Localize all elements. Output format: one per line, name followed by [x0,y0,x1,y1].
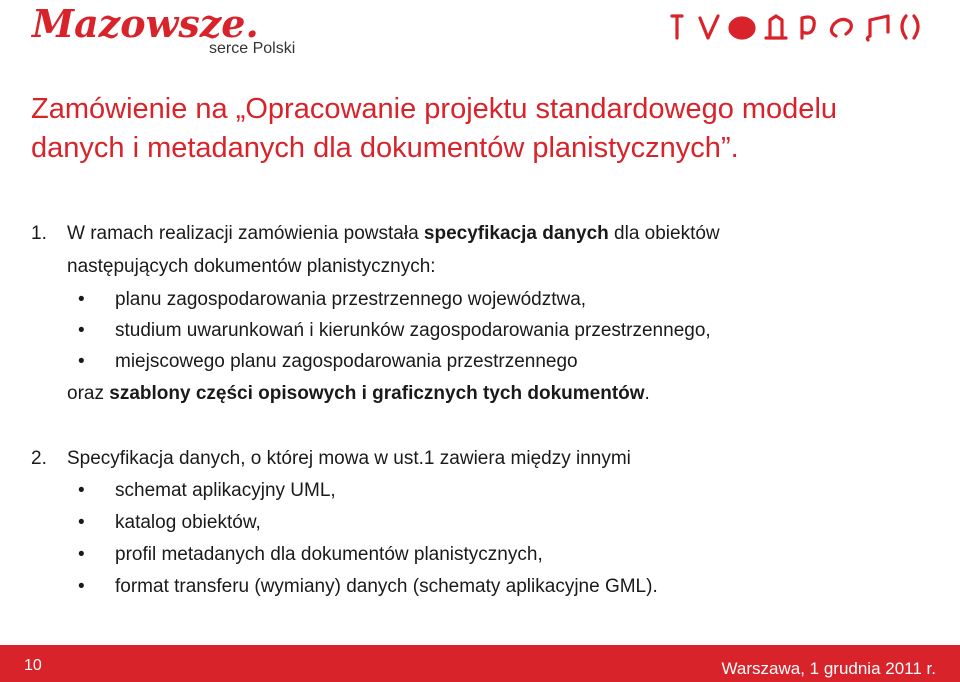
closing-bold-phrase: szablony części opisowych i graficznych tych dokumentów [109,383,645,404]
intro-bold-phrase: specyfikacja danych [423,223,609,244]
list-item-text: profil metadanych dla dokumentów planistycznych, [115,544,543,565]
closing-end: . [644,383,650,404]
bullet-icon: • [78,576,85,597]
bullet-icon: • [78,320,85,341]
footer-date: Warszawa, 1 grudnia 2011 r. [721,659,936,678]
bullet-icon: • [78,480,85,501]
bullet-icon: • [78,351,85,372]
logo-wordmark: Mazowsze. [32,1,259,46]
footer-bar [0,645,960,682]
closing-text [67,382,650,406]
list-item-text: planu zagospodarowania przestrzennego województwa, [115,289,587,310]
closing-plain: oraz [67,383,110,404]
intro-line2-text: następujących dokumentów planistycznych: [67,256,436,277]
decorative-glyphs-icon [666,8,926,44]
section1-intro-text [67,222,720,246]
intro-text-part2: dla obiektów [608,223,720,244]
slide-title: Zamówienie na „Opracowanie projektu standardowego modelu danych i metadanych dla dokumentów planistycznych”. [31,93,838,164]
list-item-text: schemat aplikacyjny UML, [115,480,336,501]
list-item-text: studium uwarunkowań i kierunków zagospodarowania przestrzennego, [115,320,711,341]
list-item-text: miejscowego planu zagospodarowania przestrzennego [115,351,578,372]
intro-text-part1: W ramach realizacji zamówienia powstała [67,223,424,244]
logo-tagline: serce Polski [209,40,296,57]
bullet-icon: • [78,512,85,533]
bullet-icon: • [78,544,85,565]
page-number: 10 [24,657,42,674]
section1-number: 1. [31,223,47,244]
bullet-icon: • [78,289,85,310]
list-item-text: katalog obiektów, [115,512,261,533]
list-item-text: format transferu (wymiany) danych (schematy aplikacyjne GML). [115,576,658,597]
section2-number: 2. [31,448,47,469]
section2-intro-text: Specyfikacja danych, o której mowa w ust.1 zawiera między innymi [67,448,631,469]
mazowsze-logo [32,2,312,62]
